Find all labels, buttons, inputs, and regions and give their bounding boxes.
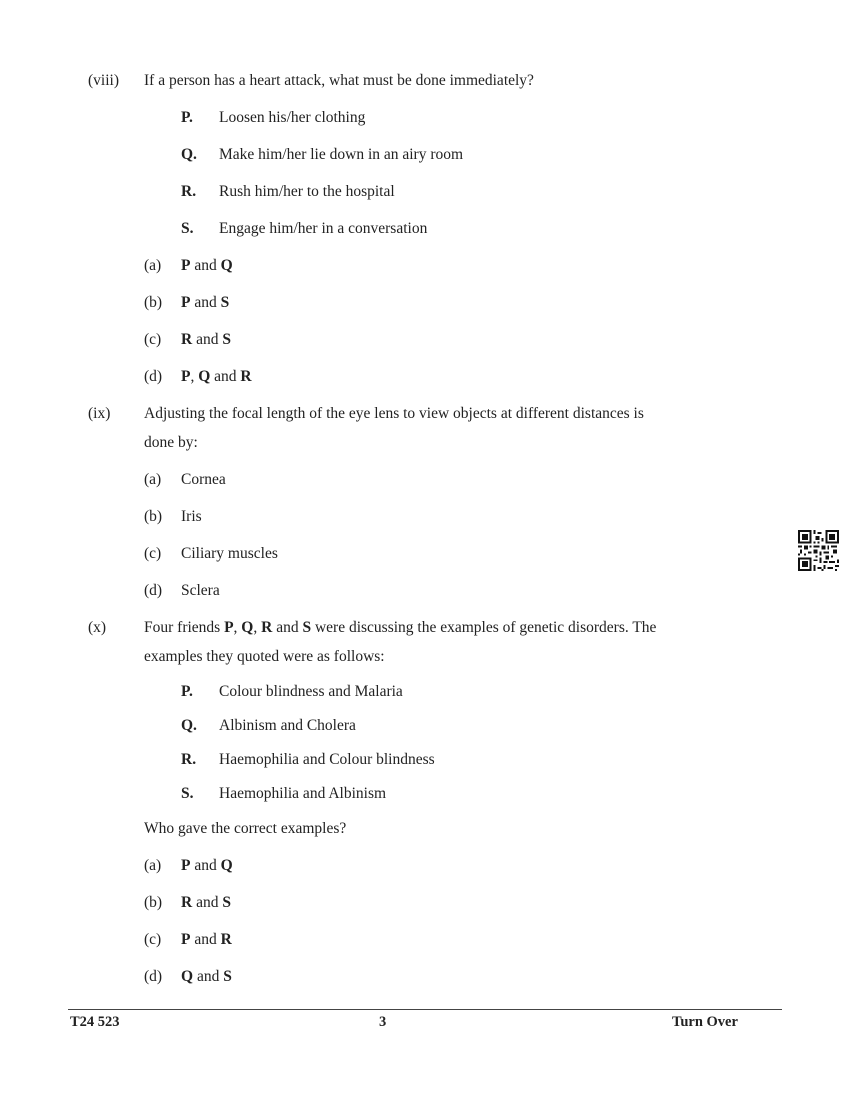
statement-text: Albinism and Cholera [219,717,356,734]
statement-text: Loosen his/her clothing [219,109,366,126]
option-label: (c) [144,931,162,948]
question-number-x: (x) [88,619,107,636]
question-text-ix-cont: done by: [144,434,198,451]
option-text: Sclera [181,582,220,599]
question-text-viii: If a person has a heart attack, what must be done immediately? [144,72,534,89]
statement-label: P. [181,683,193,700]
option-text: P and S [181,294,230,311]
statement-label: R. [181,751,197,768]
option-label: (d) [144,582,163,599]
statement-label: R. [181,183,197,200]
statement-label: Q. [181,717,197,734]
option-label: (a) [144,857,162,874]
option-text: Iris [181,508,202,525]
footer-divider [68,1009,782,1010]
option-label: (c) [144,331,162,348]
option-text: R and S [181,894,231,911]
statement-label: Q. [181,146,197,163]
question-number-ix: (ix) [88,405,111,422]
statement-text: Rush him/her to the hospital [219,183,395,200]
option-text: Ciliary muscles [181,545,278,562]
option-label: (a) [144,471,162,488]
option-label: (d) [144,368,163,385]
option-text: Q and S [181,968,232,985]
option-text: P, Q and R [181,368,252,385]
qr-code-icon [798,530,839,571]
option-text: R and S [181,331,231,348]
paper-code: T24 523 [70,1014,120,1030]
option-label: (b) [144,894,163,911]
statement-text: Haemophilia and Albinism [219,785,387,802]
question-text-x: Four friends P, Q, R and S were discussing the examples of genetic disorders. The [144,619,657,636]
option-label: (d) [144,968,163,985]
question-number-viii: (viii) [88,72,119,89]
statement-text: Haemophilia and Colour blindness [219,751,435,768]
option-text: P and R [181,931,232,948]
option-label: (b) [144,294,163,311]
option-text: Cornea [181,471,226,488]
option-text: P and Q [181,257,233,274]
question-text-ix: Adjusting the focal length of the eye lens to view objects at different distances is [144,405,644,422]
option-label: (a) [144,257,162,274]
statement-text: Colour blindness and Malaria [219,683,403,700]
page-number: 3 [379,1014,387,1030]
option-label: (b) [144,508,163,525]
question-text-x-cont: examples they quoted were as follows: [144,648,385,665]
statement-text: Engage him/her in a conversation [219,220,428,237]
statement-text: Make him/her lie down in an airy room [219,146,464,163]
option-label: (c) [144,545,162,562]
statement-label: S. [181,785,194,802]
statement-label: S. [181,220,194,237]
turn-over-label: Turn Over [672,1014,738,1030]
option-text: P and Q [181,857,233,874]
statement-label: P. [181,109,193,126]
question-prompt-x: Who gave the correct examples? [144,820,347,837]
